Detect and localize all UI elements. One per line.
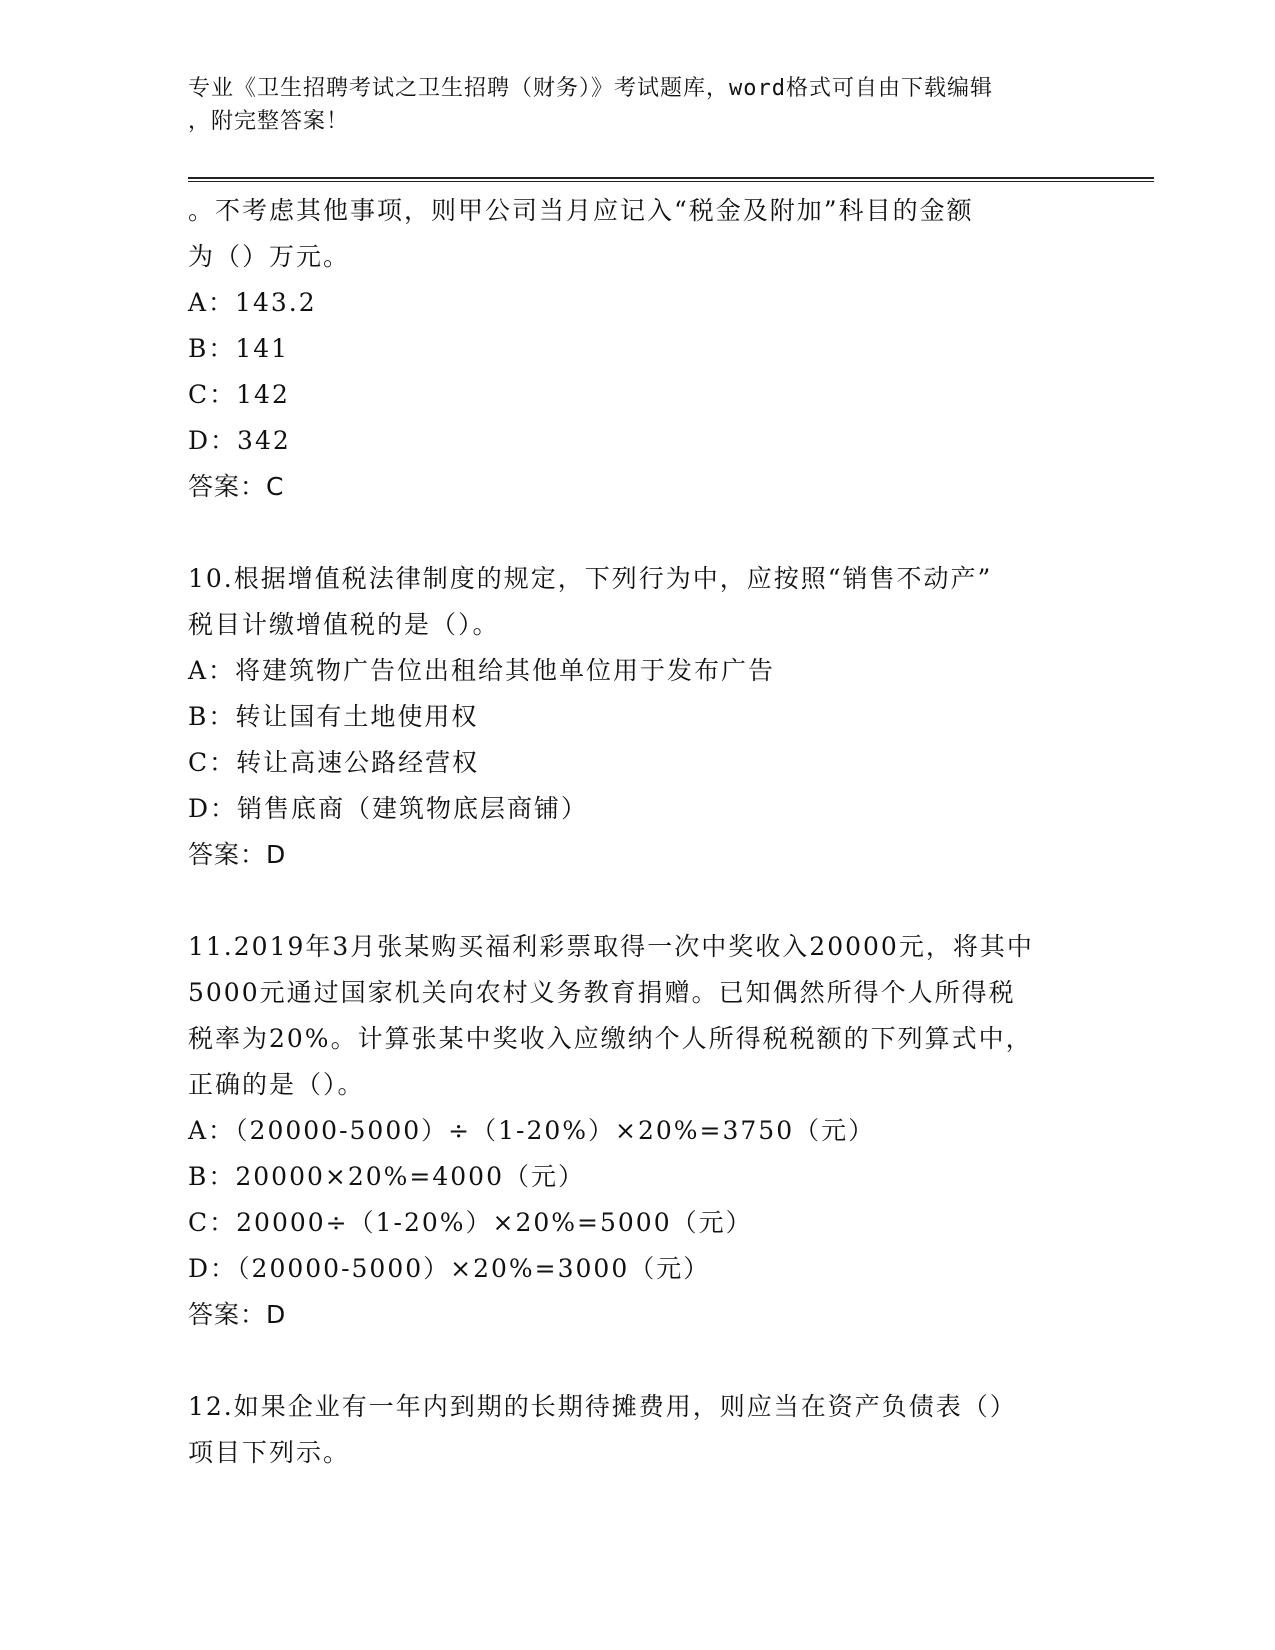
answer-line <box>188 1292 1088 1338</box>
answer-line <box>188 832 1088 878</box>
header-rule-thick <box>188 177 1154 179</box>
option-a: A：143.2 <box>188 288 317 317</box>
question-stem-line: 税目计缴增值税的是（）。 <box>188 610 500 639</box>
question-stem-line: 10.根据增值税法律制度的规定，下列行为中，应按照“销售不动产” <box>188 564 993 593</box>
option-c: C：142 <box>188 380 290 409</box>
option-d: D：销售底商（建筑物底层商铺） <box>188 794 589 823</box>
header-line-2: ，附完整答案！ <box>188 109 350 134</box>
question-stem-line: 5000元通过国家机关向农村义务教育捐赠。已知偶然所得个人所得税 <box>188 978 1016 1007</box>
option-a: A：将建筑物广告位出租给其他单位用于发布广告 <box>188 656 776 685</box>
question-stem-line: 。不考虑其他事项，则甲公司当月应记入“税金及附加”科目的金额 <box>188 196 974 225</box>
option-d: D：342 <box>188 426 291 455</box>
question-stem-line: 税率为20%。计算张某中奖收入应缴纳个人所得税税额的下列算式中， <box>188 1024 1033 1053</box>
option-c: C：20000÷（1-20%）×20%=5000（元） <box>188 1208 753 1237</box>
answer-line <box>188 464 1088 510</box>
answer-label: 答案： <box>188 840 267 869</box>
option-a: A：（20000-5000）÷（1-20%）×20%=3750（元） <box>188 1116 876 1145</box>
question-block <box>188 188 1088 510</box>
question-stem-line: 12.如果企业有一年内到期的长期待摊费用，则应当在资产负债表（） <box>188 1392 1017 1421</box>
answer-value: C <box>266 472 284 501</box>
document-header <box>188 72 1068 138</box>
question-block <box>188 556 1088 878</box>
answer-value: D <box>266 1300 286 1329</box>
question-block <box>188 1384 1088 1476</box>
question-stem-line: 为（）万元。 <box>188 242 351 271</box>
answer-value: D <box>266 840 286 869</box>
answer-label: 答案： <box>188 1300 267 1329</box>
answer-label: 答案： <box>188 472 267 501</box>
question-stem-line: 正确的是（）。 <box>188 1070 365 1099</box>
option-c: C：转让高速公路经营权 <box>188 748 480 777</box>
option-b: B：转让国有土地使用权 <box>188 702 479 731</box>
option-b: B：20000×20%=4000（元） <box>188 1162 585 1191</box>
question-block <box>188 924 1088 1338</box>
header-line-1: 专业《卫生招聘考试之卫生招聘（财务）》考试题库，word格式可自由下载编辑 <box>188 76 993 101</box>
question-stem-line: 项目下列示。 <box>188 1438 351 1467</box>
question-list <box>188 188 1088 1476</box>
question-stem-line: 11.2019年3月张某购买福利彩票取得一次中奖收入20000元，将其中 <box>188 932 1034 961</box>
option-b: B：141 <box>188 334 290 363</box>
option-d: D：（20000-5000）×20%=3000（元） <box>188 1254 711 1283</box>
header-rule-thin <box>188 181 1154 182</box>
